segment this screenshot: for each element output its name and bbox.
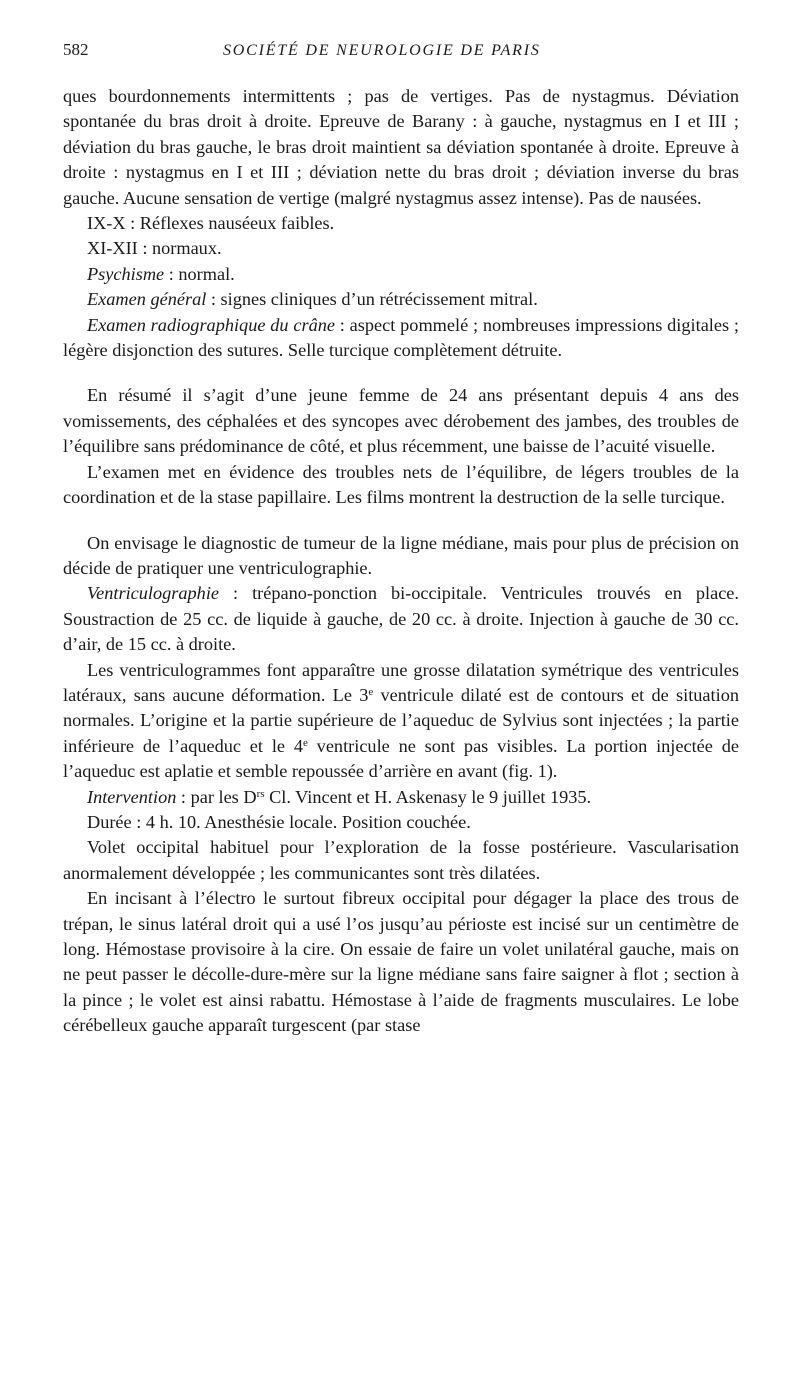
- running-head: SOCIÉTÉ DE NEUROLOGIE DE PARIS: [223, 42, 541, 59]
- paragraph-text: Les ventriculogrammes font apparaître une grosse dilatation symétrique des ventricules latéraux, sans aucune déformation. Le 3: [63, 659, 739, 705]
- paragraph-text: Cl. Vincent et H. Askenasy le 9 juillet 1935.: [264, 786, 592, 807]
- paragraph: Volet occipital habituel pour l’exploration de la fosse postérieure. Vascularisation anormalement développée ; les communicantes sont très dilatées.: [63, 837, 739, 883]
- superscript: e: [302, 736, 308, 749]
- paragraph: En incisant à l’électro le surtout fibreux occipital pour dégager la place des trous de trépan, le sinus latéral droit qui a usé l’os jusqu’au périoste est incisé sur un centimètre de long. Hémostase provisoire à la cire. On essaie de faire un volet unilatéral gauche, mais on ne peut passer le décolle-dure-mère sur la ligne médiane sans faire saigner à flot ; section à la pince ; le volet est ainsi rabattu. Hémostase à l’aide de fragments musculaires. Le lobe cérébelleux gauche apparaît turgescent (par stase: [63, 888, 739, 1036]
- paragraph: IX-X : Réflexes nauséeux faibles.: [87, 213, 335, 234]
- paragraph-text: : aspect pommelé ; nombreuses impressions digitales ; légère disjonction des sutures. Selle turcique complètement détruite.: [63, 314, 739, 361]
- paragraph-text: : par les D: [176, 786, 257, 807]
- page-number: 582: [63, 40, 89, 59]
- superscript: e: [368, 685, 374, 698]
- paragraph: [63, 658, 739, 785]
- paragraph: ques bourdonnements intermittents ; pas de vertiges. Pas de nystagmus. Déviation spontanée du bras droit à droite. Epreuve de Barany : à gauche, nystagmus en I et III ; déviation du bras gauche, le bras droit maintient sa déviation spontanée à droite. Epreuve à droite : nystagmus en I et III ; déviation nette du bras droit ; déviation inverse du bras gauche. Aucune sensation de vertige (malgré nystagmus assez intense). Pas de nausées.: [63, 86, 739, 208]
- paragraph-text: ventricule dilaté est de contours et de situation normales. L’origine et la partie supérieure de l’aqueduc de Sylvius sont injectées ; la partie inférieure de l’aqueduc et le 4: [63, 684, 739, 756]
- paragraph-label: Examen général: [87, 289, 207, 310]
- paragraph: En résumé il s’agit d’une jeune femme de 24 ans présentant depuis 4 ans des vomissements, des céphalées et des syncopes avec dérobement des jambes, des troubles de l’équilibre sans prédominance de côté, et plus récemment, une baisse de l’acuité visuelle.: [63, 385, 739, 457]
- paragraph: [63, 581, 739, 657]
- paragraph-text: ventricule ne sont pas visibles. La portion injectée de l’aqueduc est aplatie et semble repoussée d’arrière en avant (fig. 1).: [63, 735, 739, 782]
- superscript: rs: [256, 787, 265, 800]
- paragraph-text: : normal.: [164, 263, 235, 284]
- paragraph-label: Intervention: [87, 786, 177, 807]
- page-header: [63, 40, 739, 70]
- paragraph: On envisage le diagnostic de tumeur de la ligne médiane, mais pour plus de précision on décide de pratiquer une ventriculographie.: [63, 532, 739, 578]
- paragraph: XI-XII : normaux.: [87, 238, 222, 259]
- paragraph: [63, 785, 739, 810]
- paragraph: Durée : 4 h. 10. Anesthésie locale. Position couchée.: [87, 811, 471, 832]
- paragraph-label: Ventriculographie: [87, 583, 220, 604]
- paragraph: [63, 287, 739, 312]
- paragraph-label: Psychisme: [87, 263, 165, 284]
- paragraph: [63, 313, 739, 364]
- paragraph: L’examen met en évidence des troubles nets de l’équilibre, de légers troubles de la coordination et de la stase papillaire. Les films montrent la destruction de la selle turcique.: [63, 461, 739, 508]
- body-text: [63, 84, 739, 1039]
- paragraph-label: Examen radiographique du crâne: [87, 314, 335, 335]
- paragraph-text: : signes cliniques d’un rétrécissement mitral.: [206, 289, 538, 310]
- paragraph-text: : trépano-ponction bi-occipitale. Ventricules trouvés en place. Soustraction de 25 cc. de liquide à gauche, de 20 cc. à droite. Injection à gauche de 30 cc. d’air, de 15 cc. à droite.: [63, 583, 739, 655]
- document-page: [63, 40, 739, 1039]
- paragraph: [63, 262, 739, 287]
